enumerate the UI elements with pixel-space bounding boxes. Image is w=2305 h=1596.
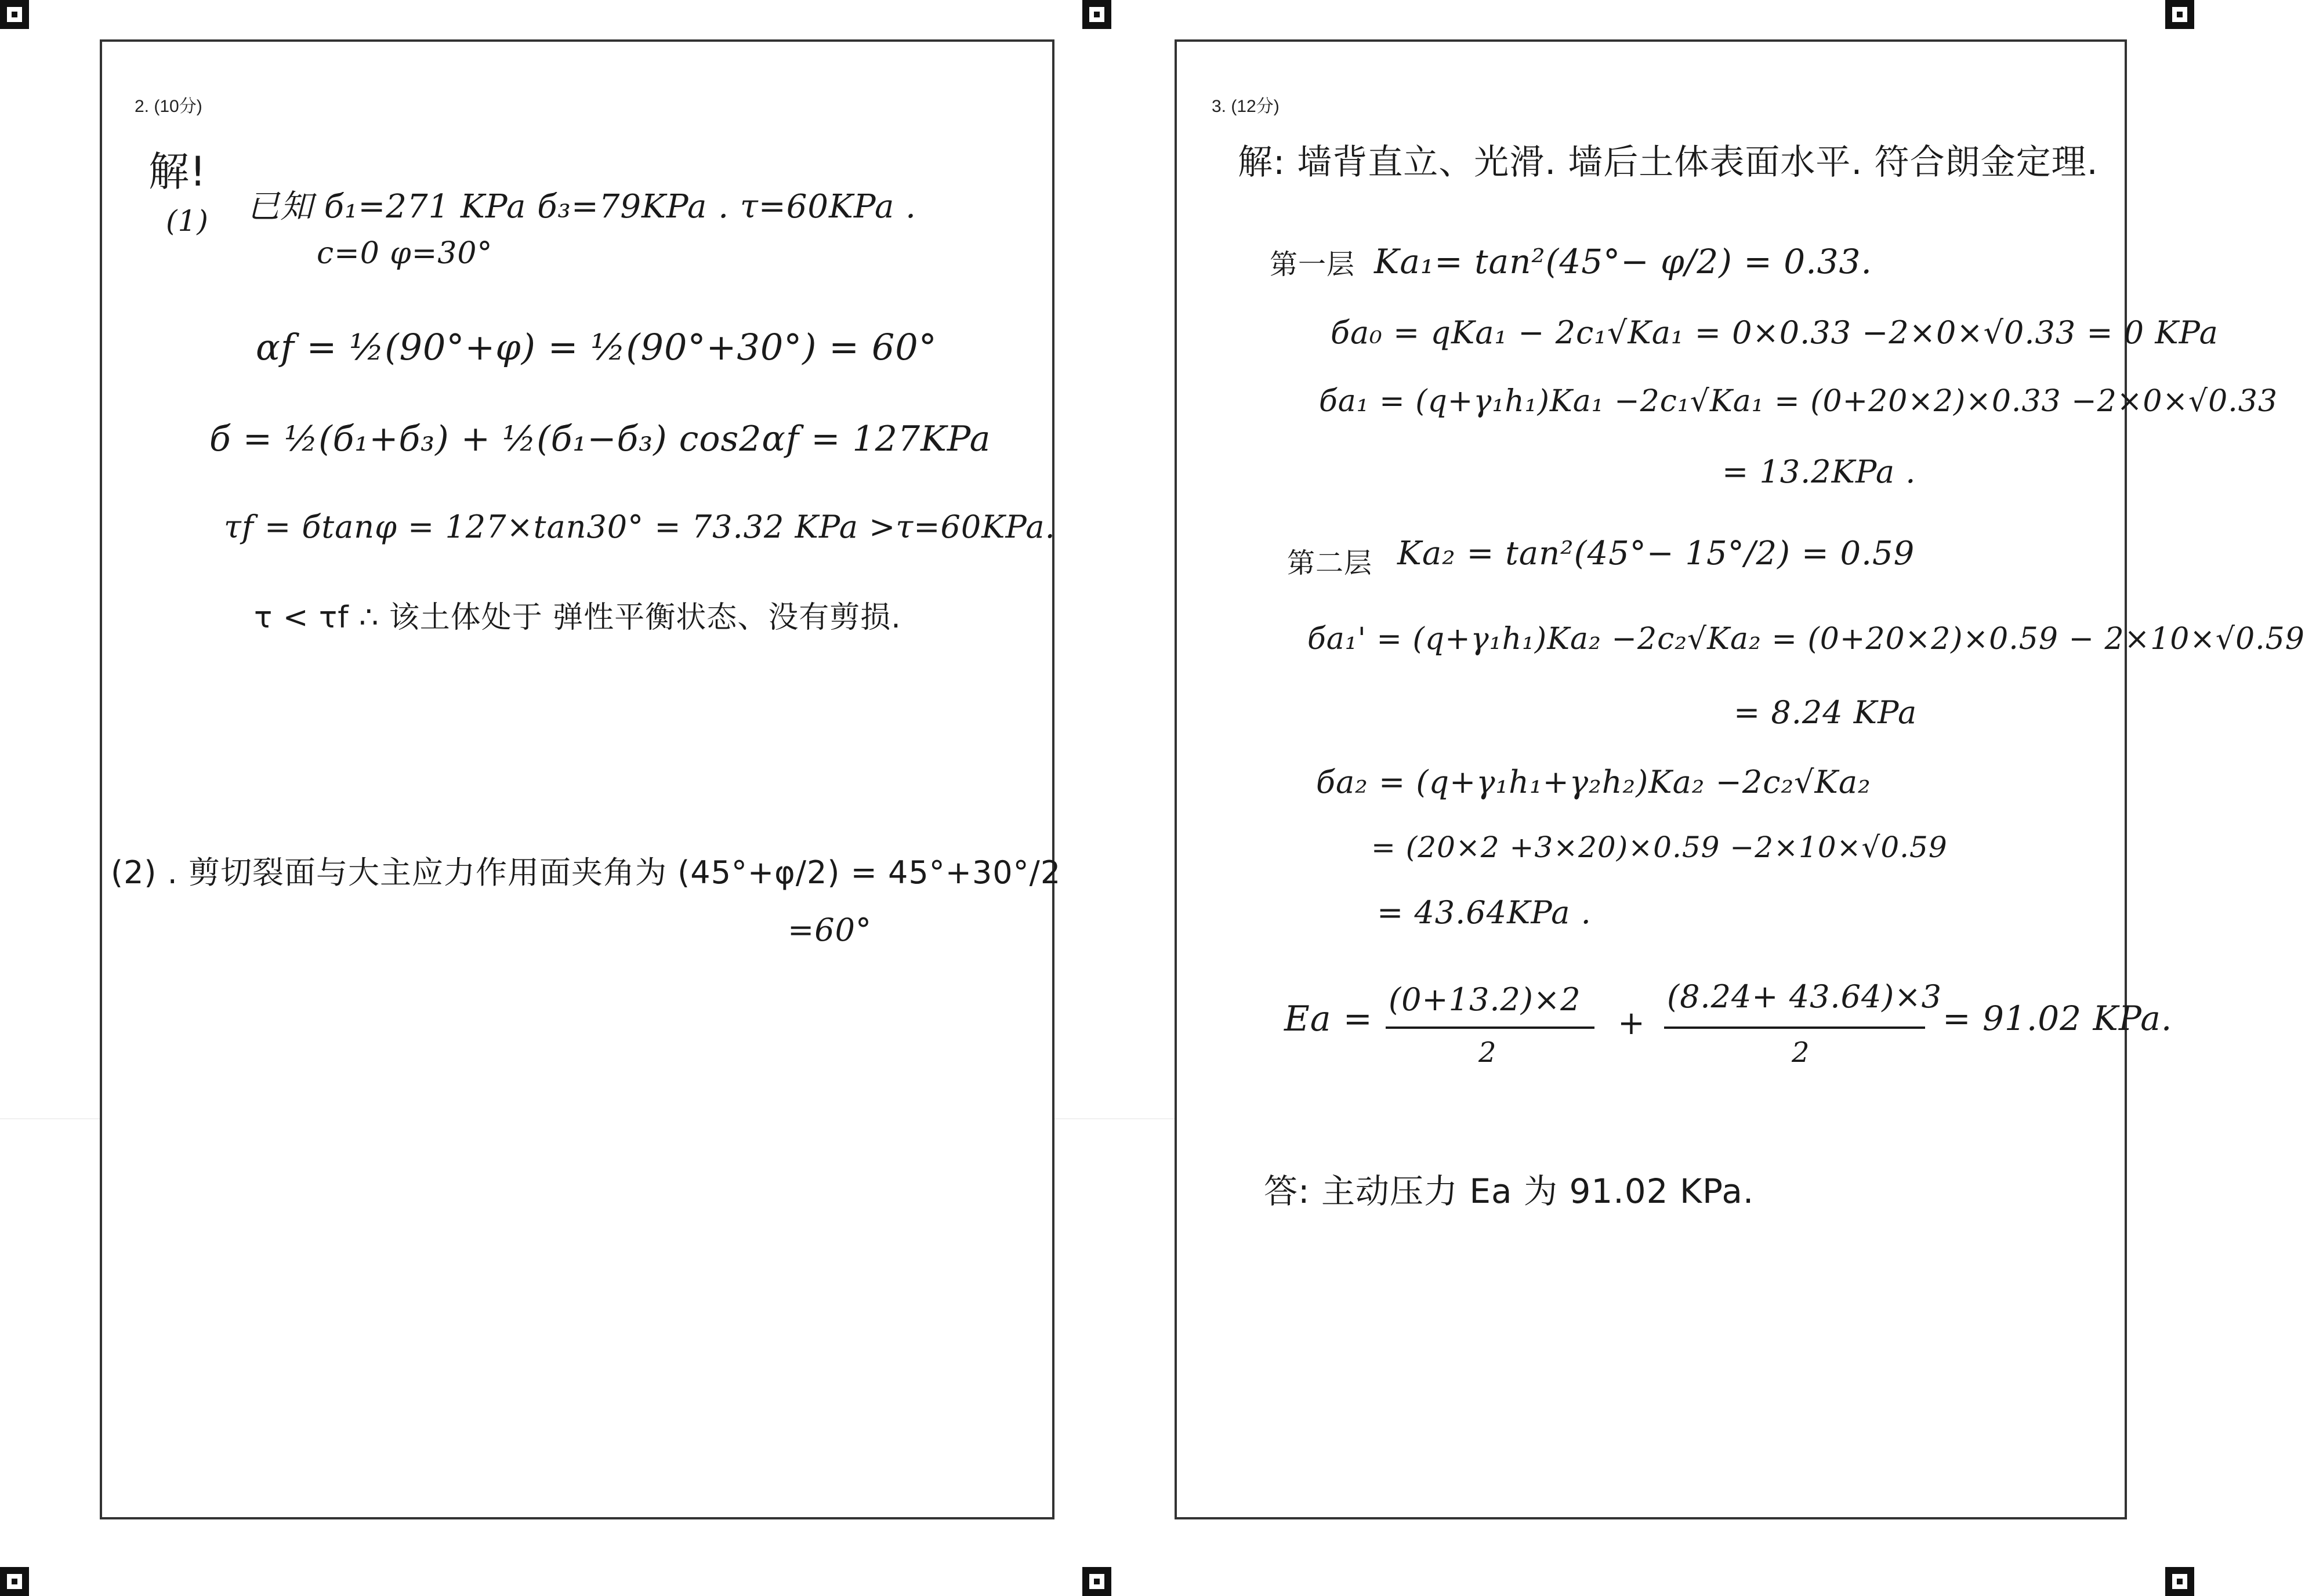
corner-marker-top-left [0,0,29,29]
ea-frac1-denominator: 2 [1478,1036,1497,1069]
sigma-a2-result: = 43.64KPa . [1377,894,1592,931]
shear-strength-eq: τf = бtanφ = 127×tan30° = 73.32 KPa >τ=60KPa. [224,509,1056,545]
ea-plus: + [1618,1004,1646,1042]
sigma-a1-prime-result: = 8.24 KPa [1734,694,1918,731]
ea-frac2-numerator: (8.24+ 43.64)×3 [1667,978,1942,1015]
ea-frac1-bar [1386,1026,1594,1029]
given-params: c=0 φ=30° [317,236,493,271]
corner-marker-top-center [1082,0,1111,29]
failure-angle-eq: αf = ½(90°+φ) = ½(90°+30°) = 60° [256,326,937,368]
final-answer: 答: 主动压力 Ea 为 91.02 KPa. [1264,1171,1755,1211]
sigma-a1-eq: бa₁ = (q+γ₁h₁)Ka₁ −2c₁√Ka₁ = (0+20×2)×0.33 −2×0×√0.33 [1319,384,2278,419]
corner-marker-bottom-right [2165,1567,2194,1596]
conclusion-part1: τ < τf ∴ 该土体处于 弹性平衡状态、没有剪损. [254,600,901,635]
ea-frac2-denominator: 2 [1792,1036,1810,1069]
solution-premise: 解: 墙背直立、光滑. 墙后土体表面水平. 符合朗金定理. [1238,142,2099,183]
corner-marker-top-right [2165,0,2194,29]
part2-answer: (2) . 剪切裂面与大主应力作用面夹角为 (45°+φ/2) = 45°+30°/2 [111,854,1061,891]
part2-result: =60° [788,912,872,948]
corner-marker-bottom-center [1082,1567,1111,1596]
ea-result: = 91.02 KPa. [1942,999,2173,1038]
corner-marker-bottom-left [0,1567,29,1596]
given-values: 已知 б₁=271 KPa б₃=79KPa . τ=60KPa . [247,188,916,226]
sigma-a2-substitution: = (20×2 +3×20)×0.59 −2×10×√0.59 [1371,830,1948,864]
answer-sheet-right [1175,39,2305,1519]
solution-label: 解! [148,148,207,195]
sigma-a0-eq: бa₀ = qKa₁ − 2c₁√Ka₁ = 0×0.33 −2×0×√0.33 = 0 KPa [1331,314,2219,351]
ka1-eq: Ka₁= tan²(45°− φ/2) = 0.33. [1374,242,1872,281]
layer1-label: 第一层 [1270,248,1356,281]
answer-sheet-left [100,39,1061,1519]
question-number: 3. (12分) [1212,97,1280,116]
ea-frac2-bar [1664,1026,1925,1029]
sigma-a2-eq: бa₂ = (q+γ₁h₁+γ₂h₂)Ka₂ −2c₂√Ka₂ [1316,764,1871,800]
layer2-label: 第二层 [1287,547,1373,579]
ea-label: Ea = [1284,999,1373,1039]
sigma-a1-result: = 13.2KPa . [1722,454,1916,490]
sigma-a1-prime-eq: бa₁' = (q+γ₁h₁)Ka₂ −2c₂√Ka₂ = (0+20×2)×0.59 − 2×10×√0.59 [1307,622,2305,656]
ea-frac1-numerator: (0+13.2)×2 [1389,981,1581,1018]
normal-stress-eq: б = ½(б₁+б₃) + ½(б₁−б₃) cos2αf = 127KPa [209,419,991,459]
part-label: (1) [166,204,209,238]
ka2-eq: Ka₂ = tan²(45°− 15°/2) = 0.59 [1397,535,1915,572]
question-number: 2. (10分) [135,97,202,116]
